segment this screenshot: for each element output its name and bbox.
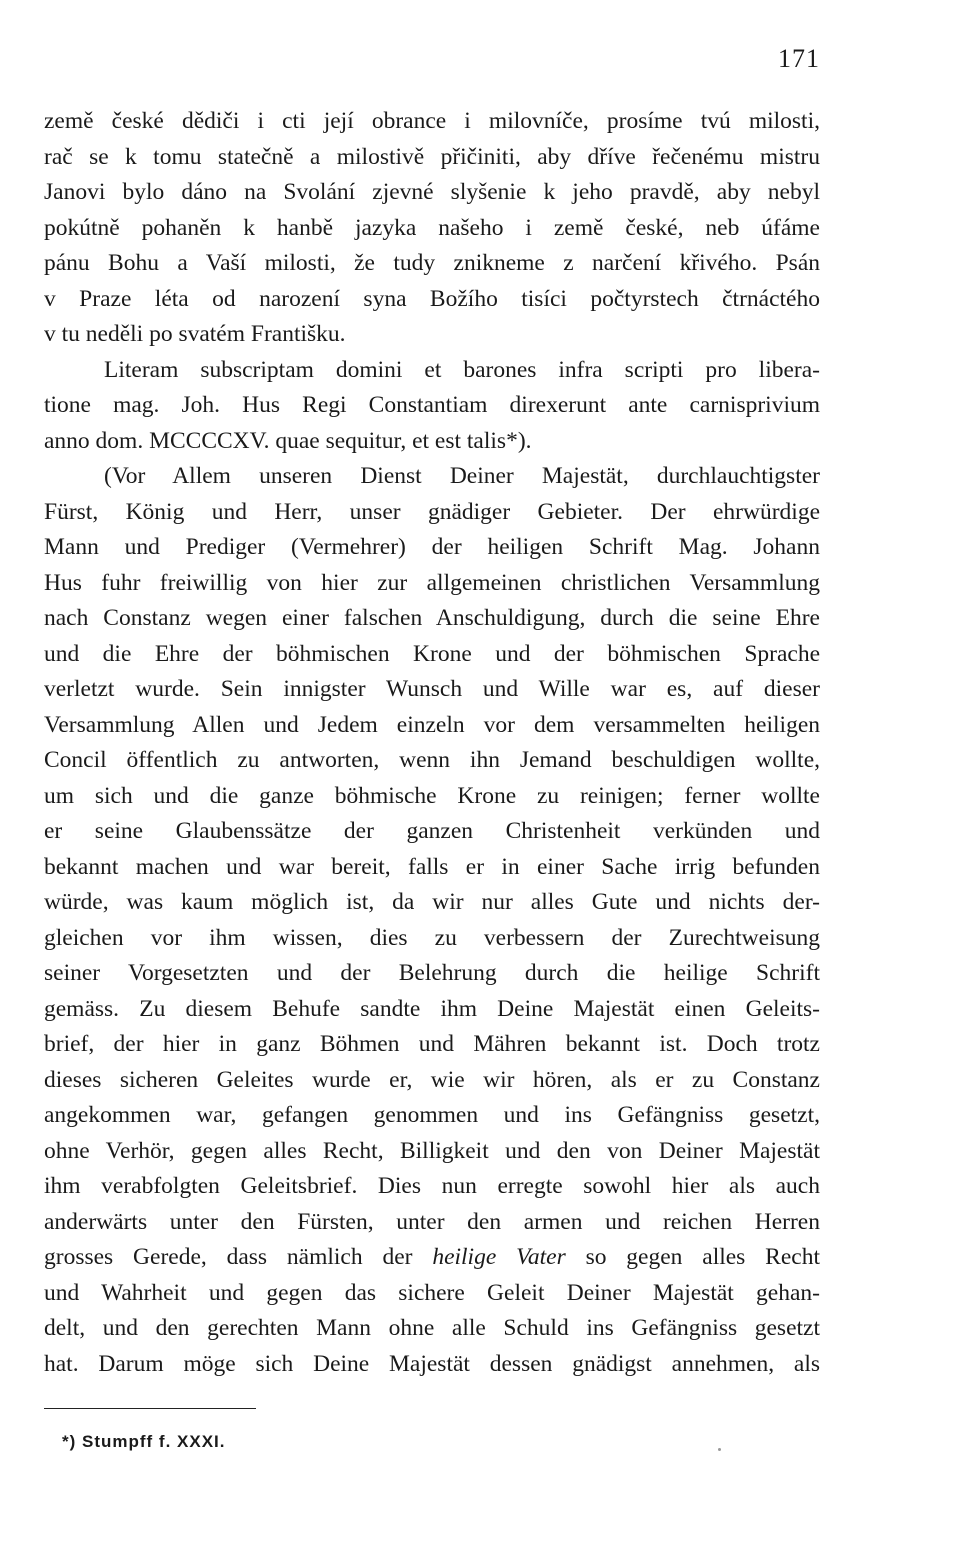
text-line: angekommen war, gefangen genommen und ins Gefängniss gesetzt, (44, 1102, 820, 1128)
text-line: rač se k tomu statečně a milostivě přičiniti, aby dříve řečenému mistru (44, 143, 820, 170)
text-line: um sich und die ganze böhmische Krone zu reinigen; ferner wollte (44, 782, 820, 809)
text-line: bekannt machen und war bereit, falls er in einer Sache irrig befunden (44, 853, 820, 880)
body-text (44, 104, 820, 1382)
text-line: Hus fuhr freiwillig von hier zur allgemeinen christlichen Versammlung (44, 569, 820, 596)
text-line: Mann und Prediger (Vermehrer) der heiligen Schrift Mag. Johann (44, 534, 820, 560)
text-line: hat. Darum möge sich Deine Majestät dessen gnädigst annehmen, als (44, 1350, 820, 1377)
text-line: Concil öffentlich zu antworten, wenn ihn Jemand beschuldigen wollte, (44, 747, 820, 773)
emphasis-text: heilige Vater (432, 1244, 566, 1270)
text-line: gleichen vor ihm wissen, dies zu verbessern der Zurechtweisung (44, 924, 820, 951)
text-line: Janovi bylo dáno na Svolání zjevné slyšenie k jeho pravdě, aby nebyl (44, 179, 820, 205)
text-line: v tu neděli po svatém Františku. (44, 321, 346, 347)
footnote-divider (44, 1408, 256, 1409)
text-line: země české dědiči i cti její obrance i milovníče, prosíme tvú milosti, (44, 108, 820, 134)
text-line: dieses sicheren Geleites wurde er, wie wir hören, als er zu Constanz (44, 1066, 820, 1093)
text-line: pokútně pohaněn k hanbě jazyka našeho i země české, neb úfáme (44, 214, 820, 241)
footnote: *) Stumpff f. XXXI. (62, 1432, 226, 1451)
text-line: v Praze léta od narození syna Božího tisíci počtyrstech čtrnáctého (44, 285, 820, 312)
text-line: verletzt wurde. Sein innigster Wunsch und Wille war es, auf dieser (44, 676, 820, 702)
text-line: Fürst, König und Herr, unser gnädiger Gebieter. Der ehrwürdige (44, 498, 820, 525)
text-line: gemäss. Zu diesem Behufe sandte ihm Deine Majestät einen Geleits- (44, 995, 820, 1022)
text-line: tione mag. Joh. Hus Regi Constantiam direxerunt ante carnisprivium (44, 392, 820, 418)
text-line: und Wahrheit und gegen das sichere Geleit Deiner Majestät gehan- (44, 1279, 820, 1306)
text-line: würde, was kaum möglich ist, da wir nur alles Gute und nichts der- (44, 889, 820, 915)
text-line: delt, und den gerechten Mann ohne alle Schuld ins Gefängniss gesetzt (44, 1315, 820, 1341)
paper-speck (718, 1448, 721, 1451)
text-line: anno dom. MCCCCXV. quae sequitur, et est talis*). (44, 427, 532, 454)
text-line: nach Constanz wegen einer falschen Anschuldigung, durch die seine Ehre (44, 605, 820, 631)
text-line: pánu Bohu a Vaší milosti, že tudy znikneme z narčení křivého. Psán (44, 250, 820, 276)
text-line: (Vor Allem unseren Dienst Deiner Majestät, durchlauchtigster (104, 463, 820, 489)
text-line: und die Ehre der böhmischen Krone und der böhmischen Sprache (44, 640, 820, 667)
text-line: seiner Vorgesetzten und der Belehrung durch die heilige Schrift (44, 960, 820, 986)
text-line: Literam subscriptam domini et barones infra scripti pro libera- (104, 356, 820, 383)
text-line: ohne Verhör, gegen alles Recht, Billigkeit und den von Deiner Majestät (44, 1137, 820, 1164)
text-line: brief, der hier in ganz Böhmen und Mähren bekannt ist. Doch trotz (44, 1031, 820, 1057)
text-line: ihm verabfolgten Geleitsbrief. Dies nun erregte sowohl hier als auch (44, 1173, 820, 1199)
text-line: grosses Gerede, dass nämlich der heilige Vater so gegen alles Recht (44, 1244, 820, 1270)
text-line: er seine Glaubenssätze der ganzen Christenheit verkünden und (44, 818, 820, 844)
text-line: Versammlung Allen und Jedem einzeln vor dem versammelten heiligen (44, 711, 820, 738)
page-number: 171 (778, 44, 820, 73)
text-line: anderwärts unter den Fürsten, unter den armen und reichen Herren (44, 1208, 820, 1235)
